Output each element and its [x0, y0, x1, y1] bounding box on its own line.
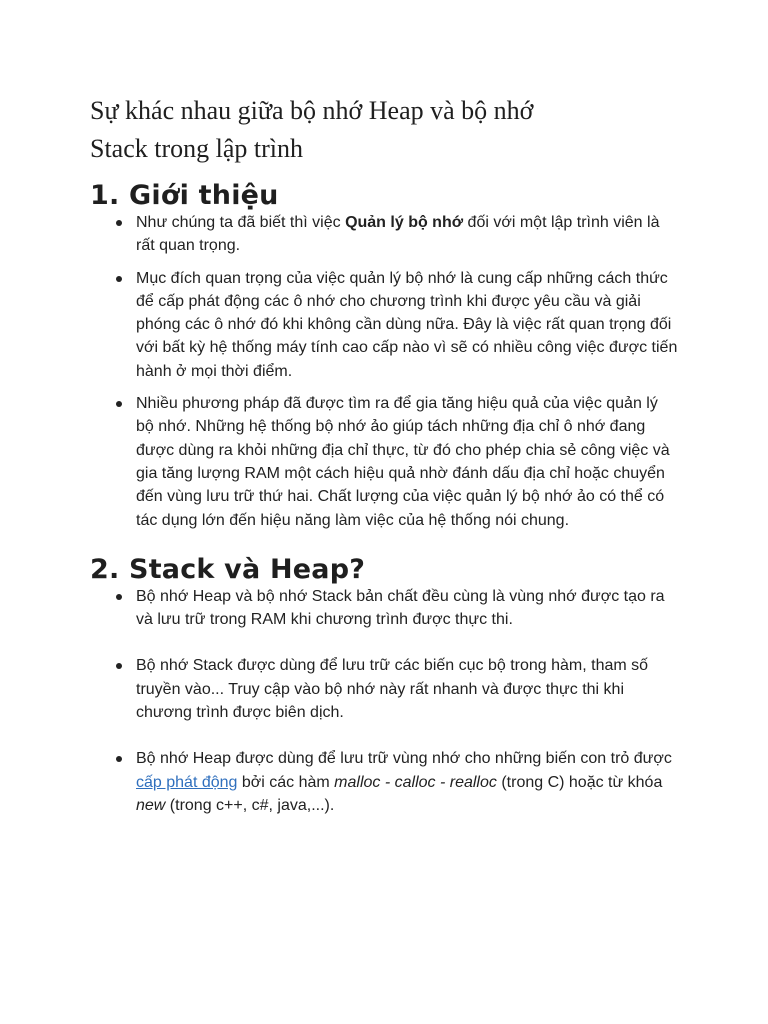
list-item: [90, 211, 680, 258]
document-title: [90, 92, 680, 168]
list-item: Mục đích quan trọng của việc quản lý bộ nhớ là cung cấp những cách thức để cấp phát động các ô nhớ cho chương trình khi được yêu cầu và giải phóng các ô nhớ đó khi không cần dùng nữa. Đây là việc rất quan trọng đối với bất kỳ hệ thống máy tính cao cấp nào vì sẽ có nhiều công việc được tiến hành ở mọi thời điểm.: [90, 267, 680, 383]
bullet-text: (trong c++, c#, java,...).: [165, 796, 335, 814]
bullet-text: (trong C) hoặc từ khóa: [496, 773, 663, 791]
keyword-new: new: [136, 796, 166, 814]
bullet-text: Như chúng ta đã biết thì việc: [136, 214, 346, 231]
function-names: malloc - calloc - realloc: [334, 773, 497, 791]
section-heading-stack-heap: 2. Stack và Heap?: [90, 553, 366, 585]
bullet-text: Bộ nhớ Heap được dùng để lưu trữ vùng nhớ cho những biến con trỏ được: [136, 750, 672, 768]
bold-term: Quản lý bộ nhớ: [345, 214, 464, 231]
title-line-2: Stack trong lập trình: [90, 134, 304, 163]
bullet-text: bởi các hàm: [237, 773, 335, 791]
introduction-list: [90, 211, 680, 532]
dynamic-allocation-link[interactable]: cấp phát động: [136, 773, 238, 791]
title-line-1: Sự khác nhau giữa bộ nhớ Heap và bộ nhớ: [90, 96, 534, 125]
stack-heap-list: [90, 585, 680, 817]
list-item: Nhiều phương pháp đã được tìm ra để gia tăng hiệu quả của việc quản lý bộ nhớ. Những hệ thống bộ nhớ ảo giúp tách những địa chỉ ô nhớ đang được dùng ra khỏi những địa chỉ thực, từ đó cho phép chia sẻ công việc và gia tăng lượng RAM một cách hiệu quả nhờ đánh dấu địa chỉ hoặc chuyển đến vùng lưu trữ thứ hai. Chất lượng của việc quản lý bộ nhớ ảo có thể có tác dụng lớn đến hiệu năng làm việc của hệ thống nói chung.: [90, 392, 680, 532]
list-item: Bộ nhớ Heap và bộ nhớ Stack bản chất đều cùng là vùng nhớ được tạo ra và lưu trữ trong RAM khi chương trình được thực thi.: [90, 585, 680, 632]
bullet-text: đối với một lập trình viên là rất quan trọng.: [136, 214, 660, 255]
document-page: [90, 92, 680, 840]
list-item: [90, 747, 680, 817]
section-heading-introduction: 1. Giới thiệu: [90, 180, 279, 211]
list-item: Bộ nhớ Stack được dùng để lưu trữ các biến cục bộ trong hàm, tham số truyền vào... Truy cập vào bộ nhớ này rất nhanh và được thực thi khi chương trình được biên dịch.: [90, 654, 680, 724]
